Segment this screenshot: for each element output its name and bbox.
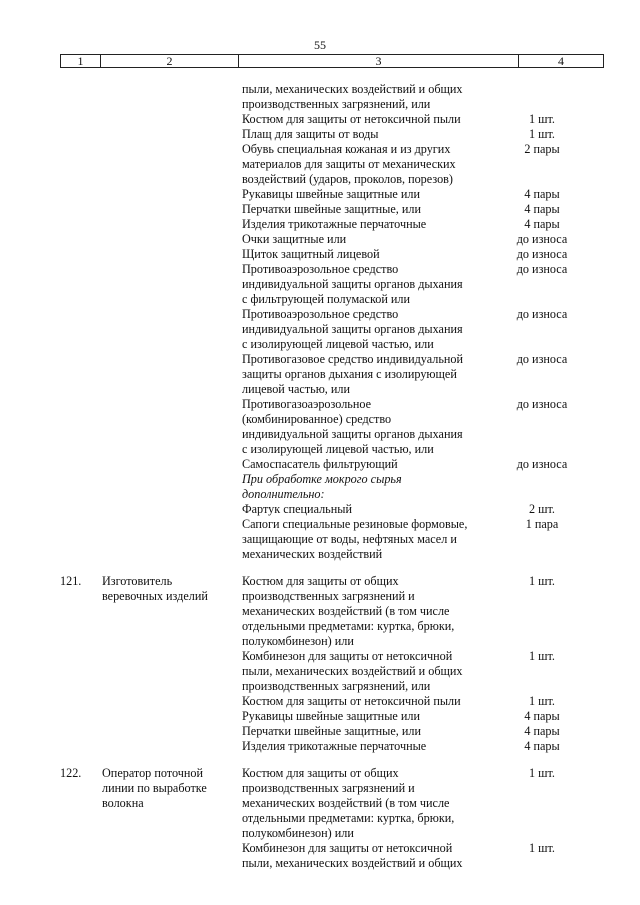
protection-item [242, 649, 494, 694]
item-line: Фартук специальный [242, 502, 352, 516]
profession-line: Оператор поточной [102, 766, 203, 780]
table-row [0, 766, 640, 841]
item-line: При обработке мокрого сырья [242, 472, 402, 486]
item-line: Костюм для защиты от нетоксичной пыли [242, 112, 461, 126]
profession-line: веревочных изделий [102, 589, 208, 603]
quantity-cell: 1 шт. [529, 574, 555, 588]
item-line: отдельными предметами: куртка, брюки, [242, 811, 455, 825]
protection-item [242, 307, 494, 352]
table-row [0, 127, 640, 142]
item-line: Изделия трикотажные перчаточные [242, 217, 427, 231]
quantity-cell: до износа [516, 397, 568, 411]
table-row [0, 574, 640, 649]
table-row [0, 472, 640, 502]
item-line: Перчатки швейные защитные, или [242, 202, 422, 216]
protection-item [242, 82, 494, 112]
item-line: Рукавицы швейные защитные или [242, 187, 420, 201]
block-gap [0, 562, 640, 574]
profession-line: Изготовитель [102, 574, 173, 588]
item-line: производственных загрязнений и [242, 781, 415, 795]
item-line: пыли, механических воздействий и общих [242, 664, 463, 678]
item-line: полукомбинезон) или [242, 826, 354, 840]
item-line: Плащ для защиты от воды [242, 127, 379, 141]
table-row [0, 724, 640, 739]
item-line: Обувь специальная кожаная и из других [242, 142, 451, 156]
table-row [0, 457, 640, 472]
quantity-cell: 2 шт. [529, 502, 555, 516]
item-line: механических воздействий (в том числе [242, 604, 450, 618]
table-row [0, 307, 640, 352]
number-cell [0, 766, 102, 781]
protection-item [242, 709, 494, 724]
item-line: воздействий (ударов, проколов, порезов) [242, 172, 453, 186]
item-line: Сапоги специальные резиновые формовые, [242, 517, 468, 531]
protection-item [242, 472, 494, 502]
quantity-cell: 2 пары [524, 142, 560, 156]
item-line: материалов для защиты от механических [242, 157, 456, 171]
quantity-cell: до износа [516, 457, 568, 471]
page-number: 55 [314, 38, 326, 52]
protection-item [242, 397, 494, 457]
header-col-2: 2 [101, 55, 239, 67]
table-row [0, 187, 640, 202]
item-line: отдельными предметами: куртка, брюки, [242, 619, 455, 633]
protection-item [242, 517, 494, 562]
item-line: защищающие от воды, нефтяных масел и [242, 532, 457, 546]
item-line: производственных загрязнений, или [242, 97, 431, 111]
item-line: лицевой частью, или [242, 382, 351, 396]
item-line: индивидуальной защиты органов дыхания [242, 322, 463, 336]
item-line: Костюм для защиты от общих [242, 766, 399, 780]
table-row [0, 142, 640, 187]
protection-item [242, 112, 494, 127]
protection-item [242, 724, 494, 739]
table-row [0, 112, 640, 127]
table-row [0, 739, 640, 754]
table-row [0, 502, 640, 517]
item-line: Изделия трикотажные перчаточные [242, 739, 427, 753]
item-line: индивидуальной защиты органов дыхания [242, 277, 463, 291]
item-line: Противогазовое средство индивидуальной [242, 352, 464, 366]
protection-item [242, 127, 494, 142]
item-line: защиты органов дыхания с изолирующей [242, 367, 457, 381]
protection-item [242, 841, 494, 871]
quantity-cell: 1 шт. [529, 841, 555, 855]
table-body [0, 82, 640, 871]
quantity-cell: до износа [516, 247, 568, 261]
item-line: Костюм для защиты от нетоксичной пыли [242, 694, 461, 708]
quantity-cell: 1 шт. [529, 766, 555, 780]
item-line: Рукавицы швейные защитные или [242, 709, 420, 723]
table-header [60, 54, 604, 68]
item-line: пыли, механических воздействий и общих [242, 856, 463, 870]
protection-item [242, 262, 494, 307]
quantity-cell: до износа [516, 307, 568, 321]
protection-item [242, 766, 494, 841]
protection-item [242, 502, 494, 517]
protection-item [242, 739, 494, 754]
item-line: производственных загрязнений, или [242, 679, 431, 693]
item-line: производственных загрязнений и [242, 589, 415, 603]
quantity-cell: 4 пары [524, 187, 560, 201]
item-line: Противоаэрозольное средство [242, 307, 399, 321]
table-row [0, 709, 640, 724]
protection-item [242, 187, 494, 202]
protection-item [242, 457, 494, 472]
table-row [0, 694, 640, 709]
quantity-cell: 1 шт. [529, 694, 555, 708]
header-col-1: 1 [61, 55, 101, 67]
table-row [0, 397, 640, 457]
item-line: механических воздействий (в том числе [242, 796, 450, 810]
table-row [0, 217, 640, 232]
table-row [0, 649, 640, 694]
item-line: Самоспасатель фильтрующий [242, 457, 398, 471]
number-cell [0, 574, 102, 589]
quantity-cell: 1 пара [525, 517, 559, 531]
protection-item [242, 232, 494, 247]
profession-cell [102, 766, 242, 811]
item-line: с изолирующей лицевой частью, или [242, 337, 434, 351]
quantity-cell: 1 шт. [529, 112, 555, 126]
protection-item [242, 352, 494, 397]
header-col-4: 4 [558, 54, 564, 68]
table-row [0, 841, 640, 871]
protection-item [242, 202, 494, 217]
item-line: полукомбинезон) или [242, 634, 354, 648]
item-line: дополнительно: [242, 487, 325, 501]
item-line: (комбинированное) средство [242, 412, 392, 426]
item-line: Противогазоаэрозольное [242, 397, 372, 411]
table-row [0, 352, 640, 397]
item-line: пыли, механических воздействий и общих [242, 82, 463, 96]
quantity-cell: 1 шт. [529, 127, 555, 141]
item-line: Перчатки швейные защитные, или [242, 724, 422, 738]
quantity-cell: до износа [516, 232, 568, 246]
quantity-cell: 4 пары [524, 724, 560, 738]
profession-cell [102, 574, 242, 604]
profession-line: линии по выработке [102, 781, 207, 795]
quantity-cell: 4 пары [524, 217, 560, 231]
item-line: с фильтрующей полумаской или [242, 292, 411, 306]
item-line: Очки защитные или [242, 232, 347, 246]
quantity-cell: 1 шт. [529, 649, 555, 663]
item-line: механических воздействий [242, 547, 383, 561]
row-number: 121. [60, 574, 82, 588]
quantity-cell: 4 пары [524, 739, 560, 753]
item-line: Костюм для защиты от общих [242, 574, 399, 588]
protection-item [242, 574, 494, 649]
quantity-cell: 4 пары [524, 709, 560, 723]
item-line: Комбинезон для защиты от нетоксичной [242, 649, 453, 663]
item-line: с изолирующей лицевой частью, или [242, 442, 434, 456]
block-gap [0, 754, 640, 766]
table-row [0, 247, 640, 262]
table-row [0, 82, 640, 112]
protection-item [242, 217, 494, 232]
quantity-cell: 4 пары [524, 202, 560, 216]
table-row [0, 232, 640, 247]
table-row [0, 262, 640, 307]
item-line: Щиток защитный лицевой [242, 247, 380, 261]
item-line: Комбинезон для защиты от нетоксичной [242, 841, 453, 855]
profession-line: волокна [102, 796, 144, 810]
quantity-cell: до износа [516, 262, 568, 276]
table-row [0, 202, 640, 217]
quantity-cell: до износа [516, 352, 568, 366]
protection-item [242, 247, 494, 262]
table-row [0, 517, 640, 562]
item-line: индивидуальной защиты органов дыхания [242, 427, 463, 441]
item-line: Противоаэрозольное средство [242, 262, 399, 276]
row-number: 122. [60, 766, 82, 780]
protection-item [242, 142, 494, 187]
protection-item [242, 694, 494, 709]
header-col-3: 3 [239, 55, 519, 67]
